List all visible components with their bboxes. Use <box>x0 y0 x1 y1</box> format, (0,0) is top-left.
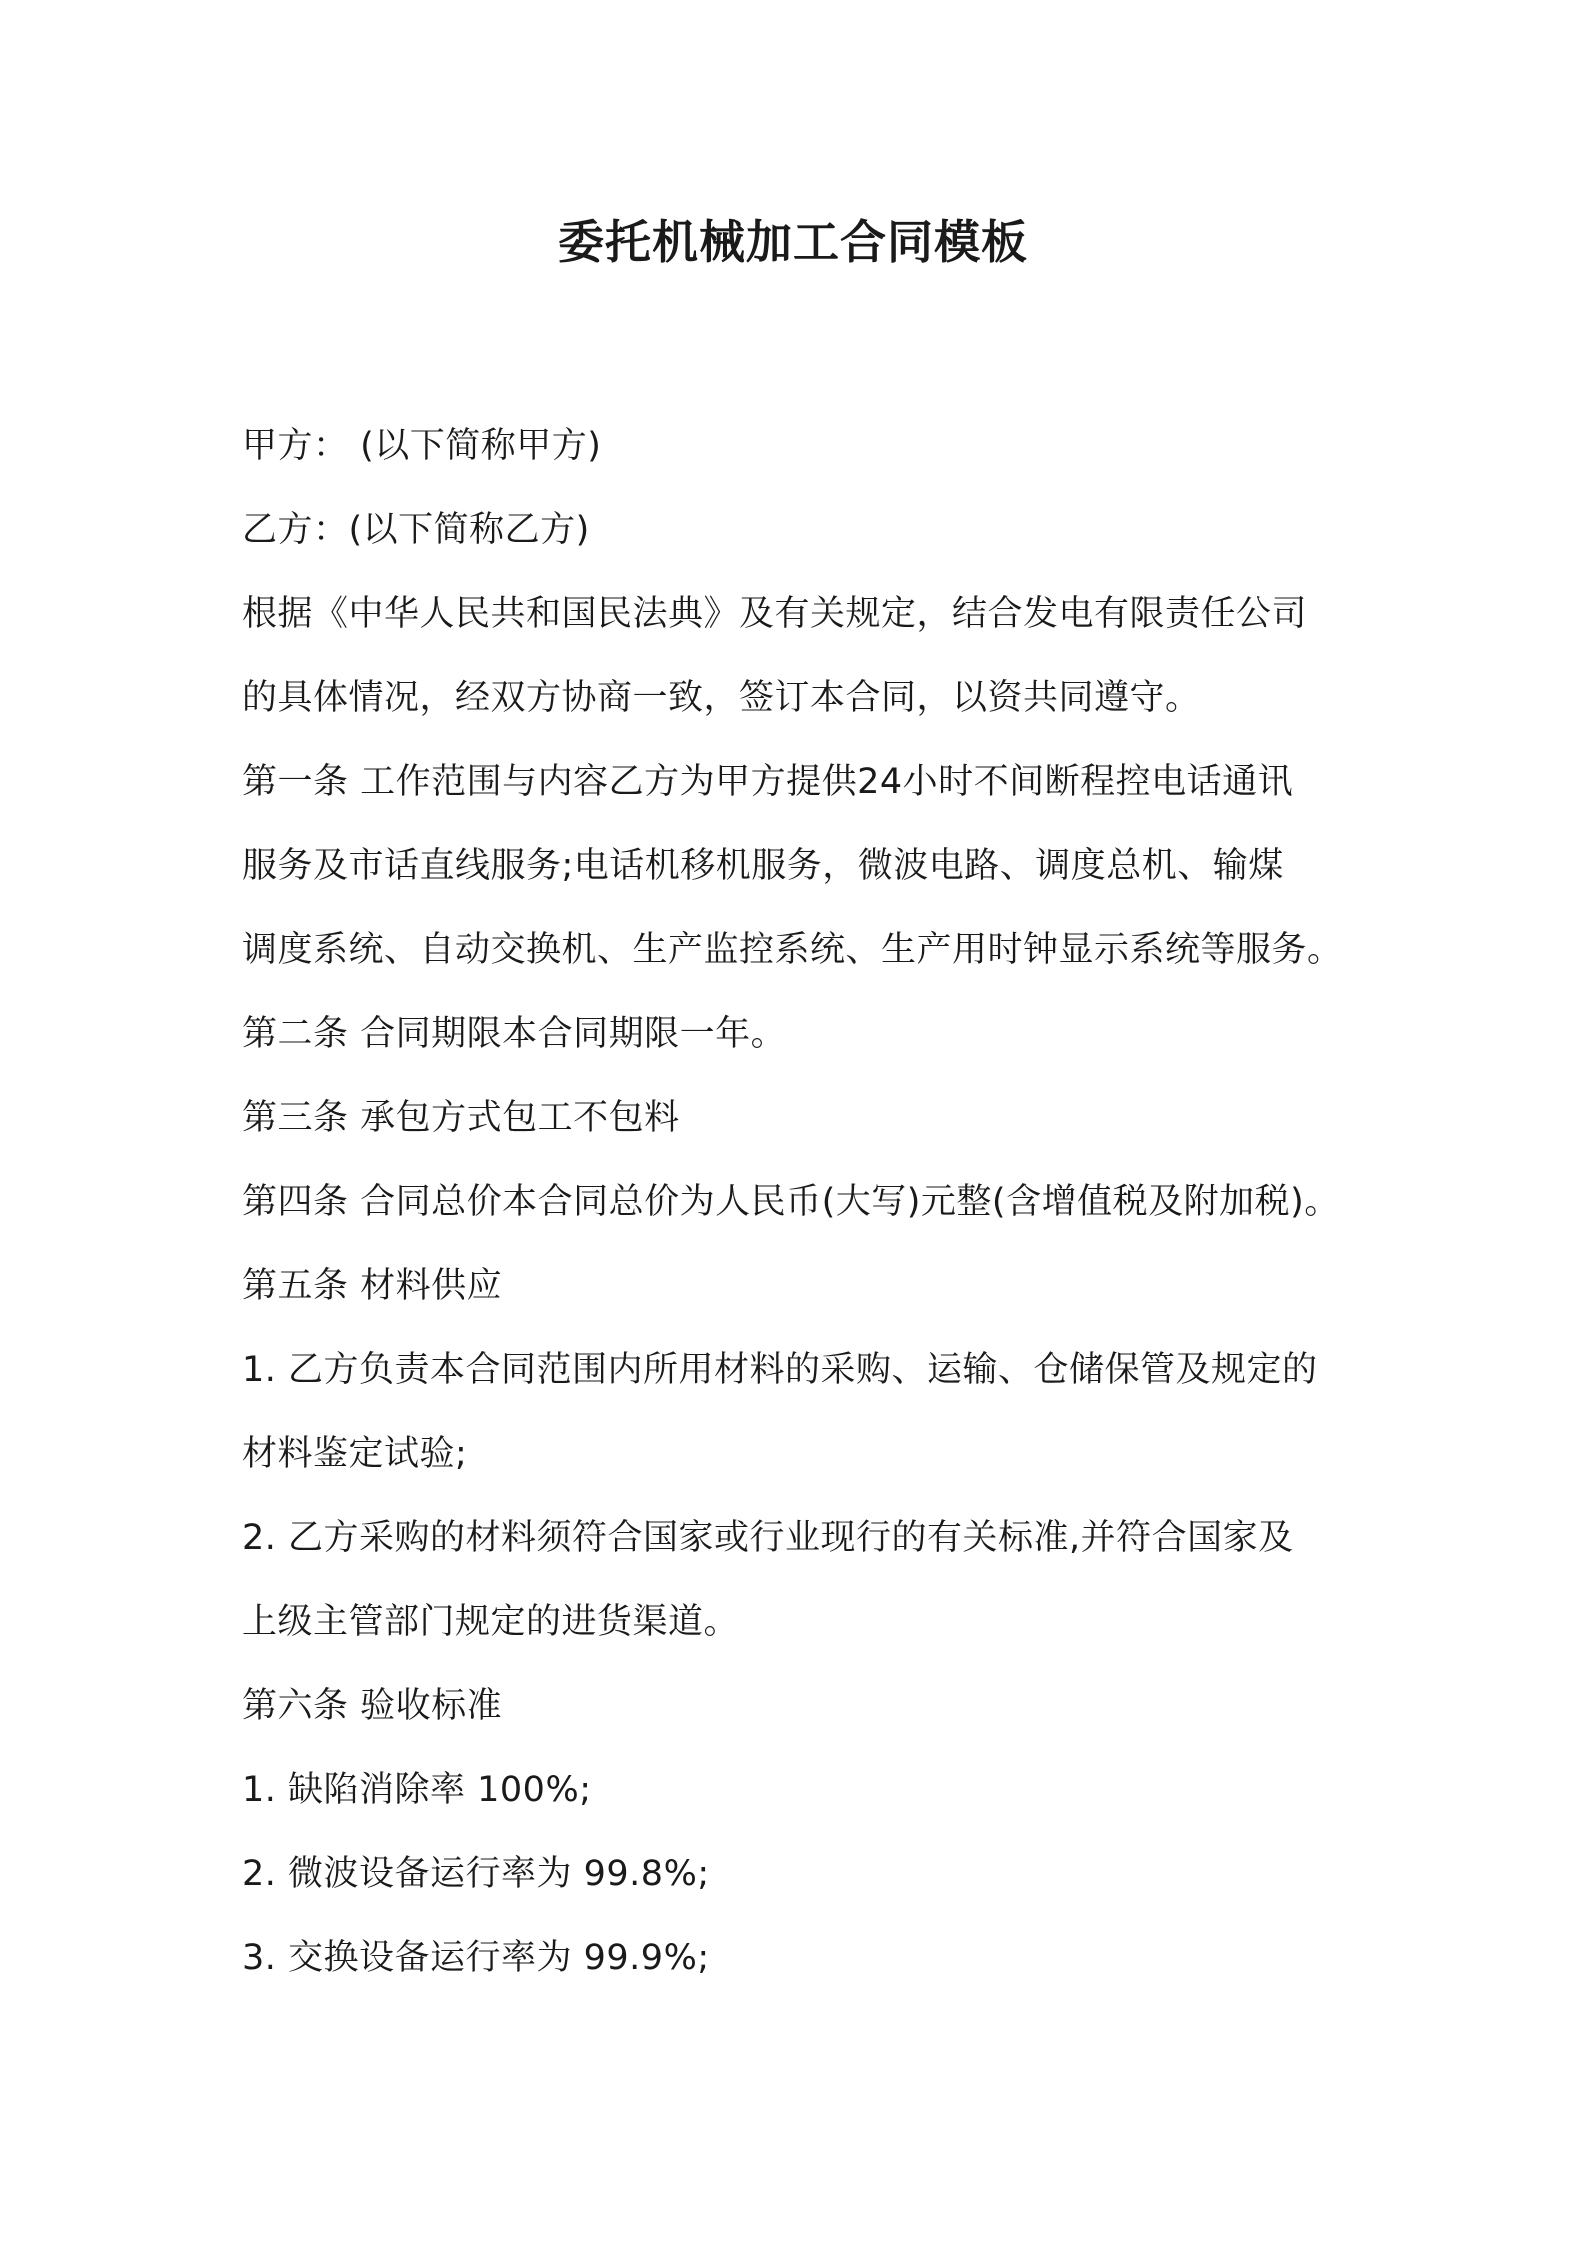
document-title: 委托机械加工合同模板 <box>558 215 1028 269</box>
party-a-line: 甲方： (以下简称甲方) <box>242 426 602 466</box>
article-3-line: 第三条 承包方式包工不包料 <box>242 1098 680 1138</box>
article-5-item-2-line-2: 上级主管部门规定的进货渠道。 <box>242 1602 740 1642</box>
article-6-item-1: 1. 缺陷消除率 100%; <box>242 1770 592 1810</box>
article-1-line-2: 服务及市话直线服务;电话机移机服务，微波电路、调度总机、输煤 <box>242 846 1284 886</box>
preamble-line-2: 的具体情况，经双方协商一致，签订本合同，以资共同遵守。 <box>242 678 1201 718</box>
article-1-line-3: 调度系统、自动交换机、生产监控系统、生产用时钟显示系统等服务。 <box>242 930 1343 970</box>
article-2-line: 第二条 合同期限本合同期限一年。 <box>242 1014 787 1054</box>
article-5-item-2-line-1: 2. 乙方采购的材料须符合国家或行业现行的有关标准,并符合国家及 <box>242 1518 1294 1558</box>
article-5-heading: 第五条 材料供应 <box>242 1266 503 1306</box>
document-body <box>242 404 1422 2000</box>
article-5-item-1-line-2: 材料鉴定试验; <box>242 1434 468 1474</box>
preamble-line-1: 根据《中华人民共和国民法典》及有关规定，结合发电有限责任公司 <box>242 594 1308 634</box>
article-4-line: 第四条 合同总价本合同总价为人民币(大写)元整(含增值税及附加税)。 <box>242 1182 1340 1222</box>
party-b-line: 乙方：(以下简称乙方) <box>242 510 590 550</box>
article-6-item-2: 2. 微波设备运行率为 99.8%; <box>242 1854 710 1894</box>
article-6-heading: 第六条 验收标准 <box>242 1686 503 1726</box>
article-6-item-3: 3. 交换设备运行率为 99.9%; <box>242 1938 710 1978</box>
article-5-item-1-line-1: 1. 乙方负责本合同范围内所用材料的采购、运输、仓储保管及规定的 <box>242 1350 1318 1390</box>
article-1-line-1: 第一条 工作范围与内容乙方为甲方提供24小时不间断程控电话通讯 <box>242 762 1294 802</box>
